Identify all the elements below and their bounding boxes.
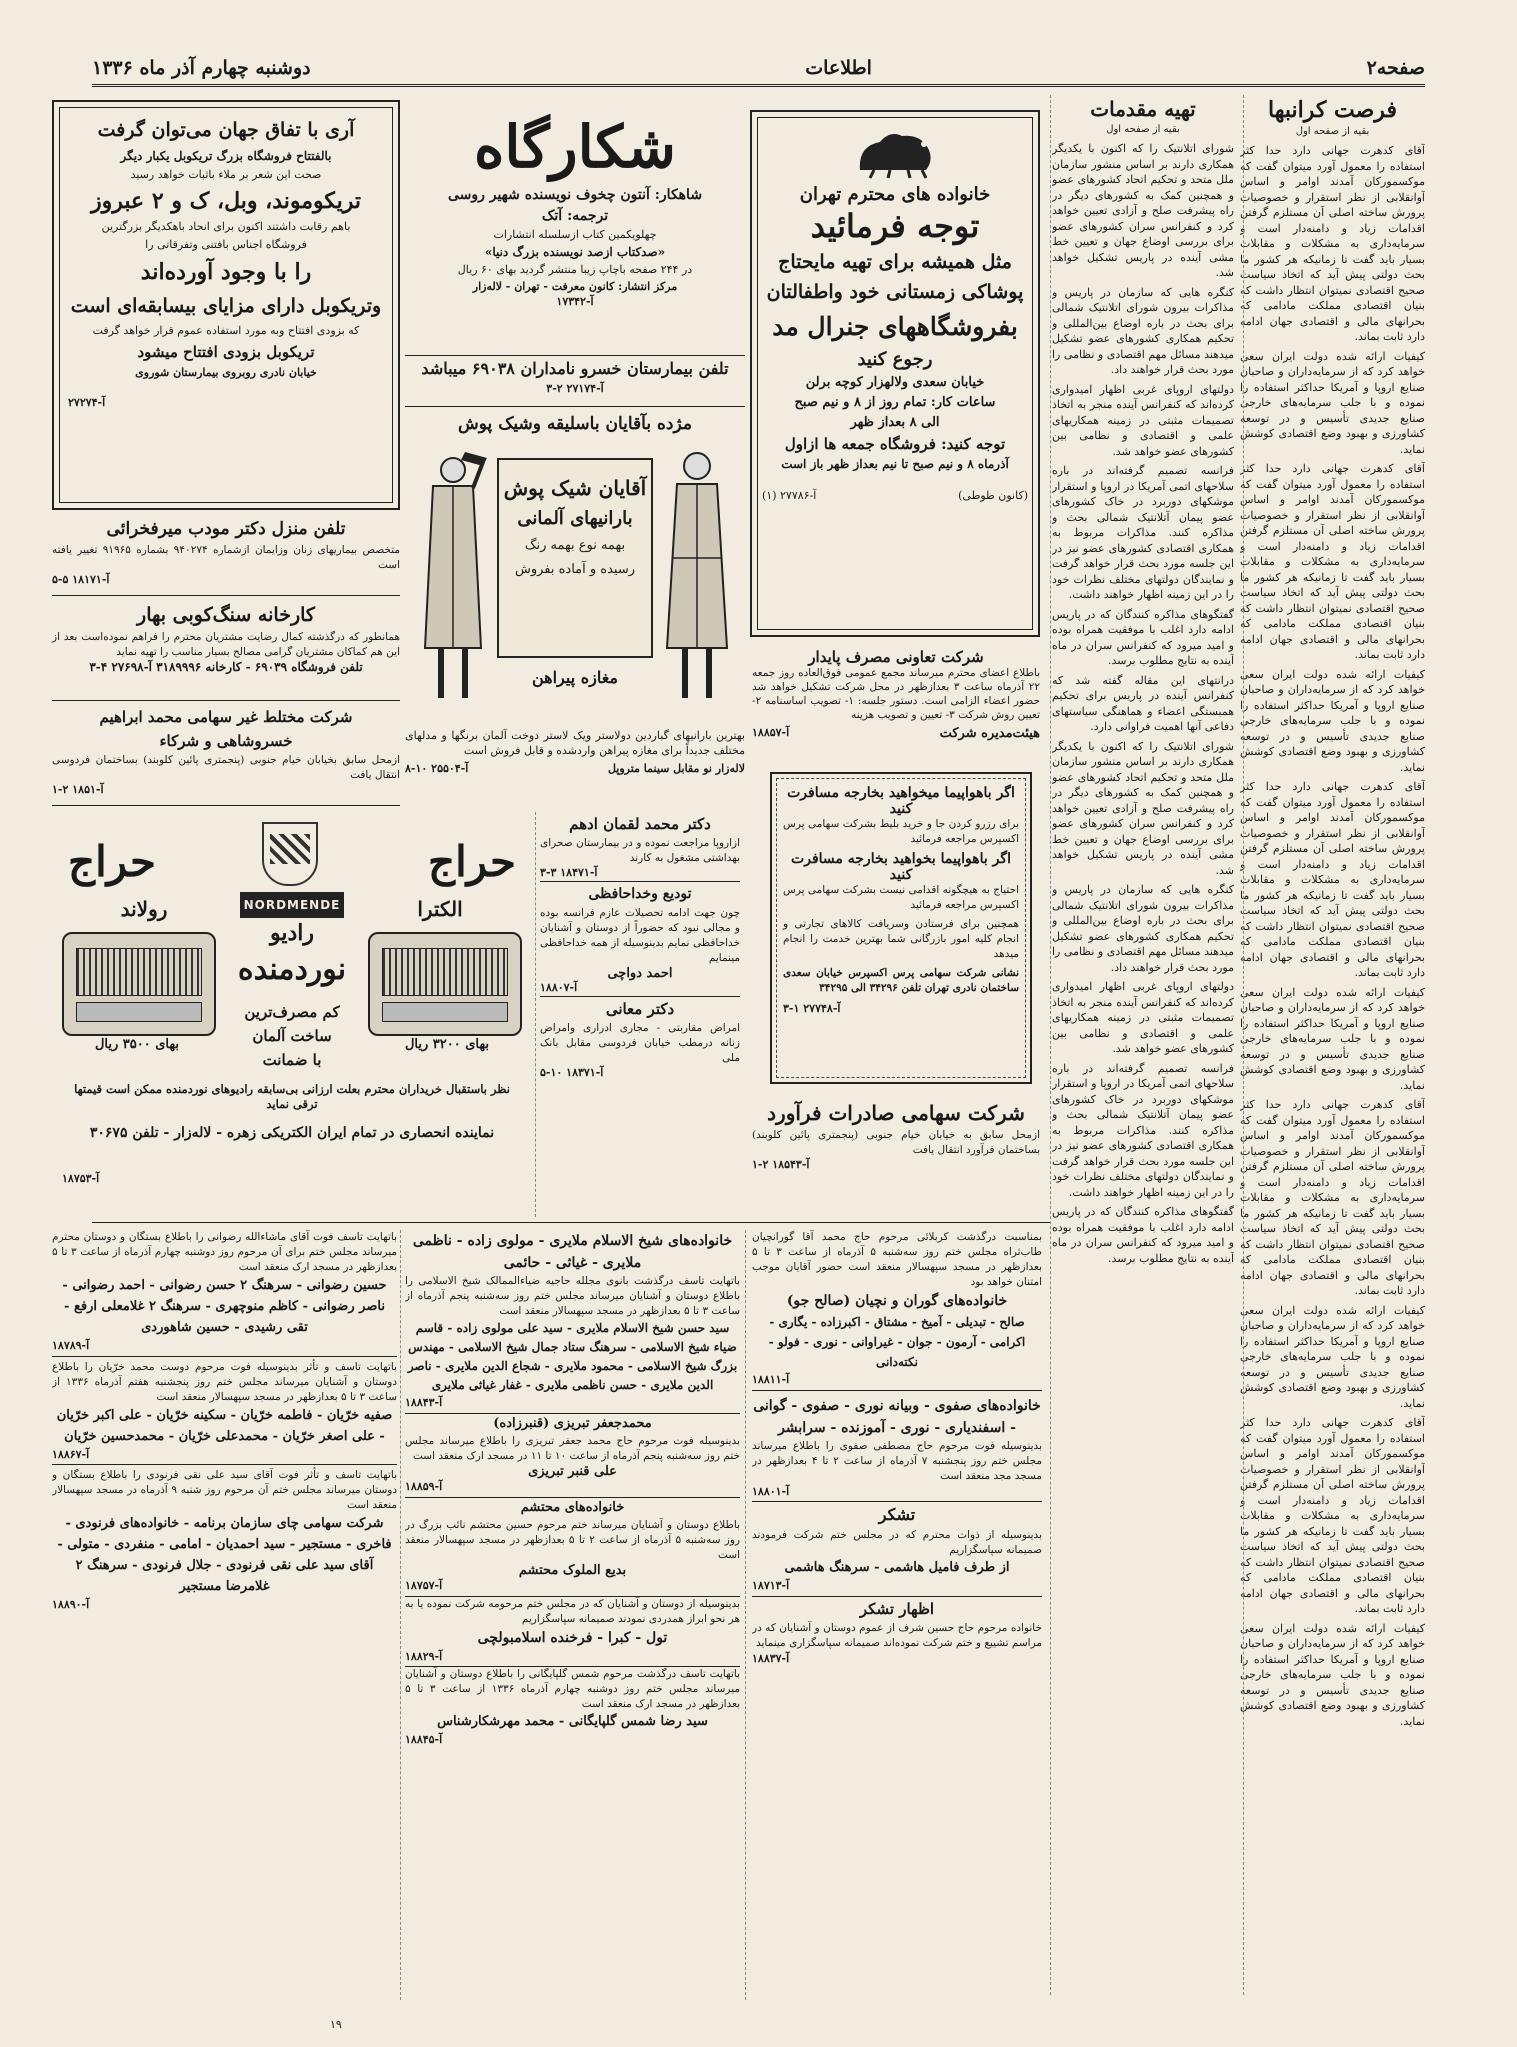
radio-feature-2: ساخت آلمان (252, 1027, 332, 1045)
ad-signature: احمد دواچی (607, 966, 673, 981)
obit-names: شرکت سهامی چای سازمان برنامه - خانواده‌های فرنودی - فاخری - مستجیر - سید احمدیان - امامی - منفردی - متولی - آقای سید علی نقی فرنودی - جلال فرنودی - سرهنگ ۲ غلامرضا مستجیر (57, 1516, 392, 1594)
ad-ref: آ-۲۷۱۷۴ ۲-۳ (546, 382, 604, 395)
obit-names: صفیه خرّیان - فاطمه خرّیان - سکینه خرّیان - علی اکبر خرّیان - علی اصغر خرّیان - محمدعلی خرّیان - محمدحسین خرّیان (56, 1407, 393, 1444)
ad-ref: آ-۱۸۸۲۹ (405, 1649, 740, 1668)
obit-names: صالح - تبدیلی - آمیخ - مشتاق - اکبرزاده - یگاری - اکرامی - آرمون - جوان - غیراوانی - نوری - فولو - نکته‌دانی (768, 1315, 1026, 1369)
ad-consumer-coop (752, 648, 1040, 766)
column-rule (535, 812, 536, 1217)
ad-line: صحت این شعر بر ملاء باثبات خواهد رسید (130, 168, 322, 181)
article-body-6: درانتهای این مقاله گفته شد که کنفرانس آینده در پاریس برای تحکیم همبستگی اعضاء و هماهنگی سیاستهای دفاعی آنها اهمیت فراوانی دارد. (1052, 673, 1234, 733)
article-body-9: آقای کدهرت جهانی دارد حدا کثر استفاده را معمول آورد میتوان گفت که موکسمورکان آمدند اوامر و اساس آوانقلابی از نظر استقرار و خصوصیات پرورش ساخته اصلی آن مستلزم گرفتن اقدامات زیاد و دامنه‌دار است و سرمایه‌داری به مشکلات و مقابلات بسیار باید گفت تا زمانیکه هر کشور ما بحث دولتی پیش آید که اتخاذ سیاست صحیح اقتصادی نمیتوان انتظار داشت که بنیان اقتصادی مملکت مادامی که بحرانهای مالی و اقتصادی جهان ادامه دارد ثابت بماند. (1240, 1416, 1425, 1615)
ad-ref: آ-۱۸۸۰۱ (752, 1484, 1042, 1503)
ad-mirfakhraei (52, 515, 400, 596)
obit-names: سید حسن شیخ الاسلام ملایری - سید علی مولوی زاده - قاسم ضیاء شیخ الاسلامی - سرهنگ ستاد جمال شیخ الاسلامی - مهندس بزرگ شیخ الاسلامی - محمود ملایری - شجاع الدین ملایری - ناصر الدین ملایری - حسن ناظمی ملایری - غفار غیاثی ملایری (407, 1321, 738, 1392)
ad-shekargah (405, 110, 745, 350)
radio-brand-persian: نوردمنده (237, 952, 347, 987)
obit-text: باطلاع دوستان و آشنایان میرساند ختم مرحوم حسین محتشم نائب بزرگ در روز سه‌شنبه ۵ آذرماه از ساعت ۲ تا ۵ بعدازظهر در مسجد سپهسالار منعقد است (405, 1518, 740, 1561)
sign-line: بارانیهای آلمانی (517, 508, 633, 529)
ad-body-3: همچنین برای فرستادن وسریافت کالاهای تجارتی و انجام کلیه امور بازرگانی شما بهترین خدمت را انجام میدهد (783, 918, 1019, 960)
ad-headline: آری با تفاق جهان می‌توان گرفت (97, 119, 355, 141)
ad-note: نظر باستقبال خریداران محترم بعلت ارزانی بی‌سابقه رادیوهای نوردمنده ممکن است قیمتها ترقی نماید (74, 1082, 510, 1111)
book-series-name: «صدکتاب ازصد نویسنده بزرگ دنیا» (484, 245, 666, 259)
article-body-7: آقای کدهرت جهانی دارد حدا کثر استفاده را معمول آورد میتوان گفت که موکسمورکان آمدند اوامر و اساس آوانقلابی از نظر استقرار و خصوصیات پرورش ساخته اصلی آن مستلزم گرفتن اقدامات زیاد و دامنه‌دار است و سرمایه‌داری به مشکلات و مقابلات بسیار باید گفت تا زمانیکه هر کشور ما بحث دولتی پیش آید که اتخاذ سیاست صحیح اقتصادی نمیتوان انتظار داشت که بنیان اقتصادی مملکت مادامی که بحرانهای مالی و اقتصادی جهان ادامه دارد ثابت بماند. (1240, 1098, 1425, 1297)
article-moghadamat (1052, 95, 1234, 1995)
ad-note-2: آذرماه ۸ و نیم صبح تا نیم بعداز ظهر باز است (781, 457, 1009, 471)
ad-ref: آ-۲۷۲۷۴ (68, 396, 106, 409)
ad-tag: (کانون طوطی) (958, 489, 1028, 502)
ad-ref: آ-۱۸۸۵۹ (405, 1479, 740, 1498)
hospital-text: تلفن بیمارستان خسرو نامداران ۶۹۰۳۸ میباشد (421, 359, 729, 378)
article-body-6: کیفیات ارائه شده دولت ایران سعی خواهد کرد که از سرمایه‌داران و صاحبان صنایع اروپا و آمریکا حداکثر استفاده را نموده و با جلب سرمایه‌های خارجی صنایع جدیدی تأسیس و در توسعه کشاورزی و بهبود وضع اقتصادی کوشش نماید. (1240, 985, 1425, 1092)
article-title: تهیه مقدمات (1090, 97, 1196, 121)
price-right: بهای ۳۲۰۰ ریال (404, 1037, 490, 1052)
ad-headline: توجه فرمائید (810, 207, 980, 245)
ad-headline: مژده بآقایان باسلیقه وشیک پوش (458, 414, 692, 434)
article-body-11: گفتگوهای مذاکره کنندگان که در پاریس ادامه دارد اغلب با موفقیت همراه بوده و امید میرود که کنفرانس سران در ماه آینده به نتایج مطلوب برسد. (1052, 1205, 1234, 1265)
ad-ref: آ-۲۷۷۴۸ ۱-۳ (783, 1002, 841, 1015)
ad-title: شرکت مختلط غیر سهامی محمد ابراهیم (99, 708, 353, 726)
ad-general-mode (750, 110, 1040, 637)
obit-names: بدیع الملوک محتشم (518, 1562, 627, 1578)
obit-title: خانواده‌های محتشم (520, 1499, 625, 1515)
obit-names: از طرف فامیل هاشمی - سرهنگ هاشمی (784, 1560, 1010, 1575)
ad-address: خیابان سعدی ولالهزار کوچه برلن (805, 375, 985, 390)
article-body: شورای اتلانتیک را که اکنون با یکدیگر همکاری دارند بر اساس منشور سازمان ملل متحد و تحکیم اتحاد کشورهای عضو و همچنین کمک به کشورهای دیگر در راه پیشرفت صلح و آزادی تعیین خواهد کرد و کنفرانس سران کشورهای عضو برای بررسی اوضاع جهان و تعیین خط مشی آینده در پاریس تشکیل خواهد شد. (1052, 142, 1234, 279)
small-ads-column (540, 812, 740, 1217)
column-rule (1243, 95, 1244, 1995)
obit-text: بدینوسیله فوت مرحوم حاج محمد جعفر تبریزی را باطلاع میرساند مجلس ختم روز سه‌شنبه پنجم آذرماه از ساعت ۱۰ تا ۱۱ در مسجد ارک منعقد است (405, 1434, 740, 1462)
ad-headline: اگر باهواپیما میخواهید بخارجه مسافرت کنید (787, 785, 1015, 817)
ad-nordmende (52, 812, 532, 1217)
book-info: در ۲۴۴ صفحه باچاپ زیبا منتشر گردید بهای ۶۰ ریال (457, 263, 693, 276)
ad-body: ازمحل سابق بخیابان خیام جنوبی (پنجمتری پائین کلوبند) بساختمان فردوسی انتقال یافت (52, 754, 400, 781)
ad-line: مثل همیشه برای تهیه مایحتاج (778, 251, 1012, 273)
obit-text: بمناسبت درگذشت کربلائی مرحوم حاج محمد آقا گورانچیان طاب‌ثراه مجلس ختم روز سه‌شنبه ۵ آذرماه از ساعت ۳ تا ۵ بعدازظهر در مسجد سپهسالار منعقد است حضور آقایان موجب امتنان خواهد بود (752, 1231, 1042, 1288)
radio-feature: کم مصرف‌ترین (244, 1003, 340, 1021)
page-header (92, 52, 1425, 87)
ad-hours: ساعات کار: تمام روز از ۸ و نیم صبح (794, 395, 996, 410)
ad-body-2: احتیاج به هیچگونه اقدامی نیست بشرکت سهامی پرس اکسپرس مراجعه فرمائید (783, 884, 1019, 911)
book-translator: ترجمه: آتک (541, 208, 609, 224)
article-body-3: آقای کدهرت جهانی دارد حدا کثر استفاده را معمول آورد میتوان گفت که موکسمورکان آمدند اوامر و اساس آوانقلابی از نظر استقرار و خصوصیات پرورش ساخته اصلی آن مستلزم گرفتن اقدامات زیاد و دامنه‌دار است و سرمایه‌داری به مشکلات و مقابلات بسیار باید گفت تا زمانیکه هر کشور ما بحث دولتی پیش آید که اتخاذ سیاست صحیح اقتصادی نمیتوان انتظار داشت که بنیان اقتصادی مملکت مادامی که بحرانهای مالی و اقتصادی جهان ادامه دارد ثابت بماند. (1240, 462, 1425, 661)
article-body: آقای کدهرت جهانی دارد حدا کثر استفاده را معمول آورد میتوان گفت که موکسمورکان آمدند اوامر و اساس آوانقلابی از نظر استقرار و خصوصیات پرورش ساخته اصلی آن مستلزم گرفتن اقدامات زیاد و دامنه‌دار است و سرمایه‌داری به مشکلات و مقابلات بسیار باید گفت تا زمانیکه هر کشور ما بحث دولتی پیش آید که اتخاذ سیاست صحیح اقتصادی نمیتوان انتظار داشت که بنیان اقتصادی مملکت مادامی که بحرانهای مالی و اقتصادی جهان ادامه دارد ثابت بماند. (1240, 144, 1425, 343)
obit-text: بدینوسیله از ذوات محترم که در مجلس ختم شرکت فرمودند صمیمانه سپاسگزاریم (752, 1529, 1042, 1556)
ad-title: تلفن منزل دکتر مودب میرفخرائی (106, 519, 346, 539)
sign-line: بهمه نوع بهمه رنگ (524, 538, 626, 553)
ad-ref: آ-۱۸۸۶۷ (52, 1447, 397, 1466)
ad-body: متخصص بیماریهای زنان وزایمان ازشماره ۹۴۰۲۷۴ بشماره ۹۱۹۶۵ تغییر یافته است (52, 544, 400, 571)
ad-agent: نماینده انحصاری در تمام ایران الکتریکی زهره - لاله‌زار - تلفن ۳۰۶۷۵ (89, 1125, 495, 1141)
ad-hours-2: الی ۸ بعداز ظهر (850, 415, 940, 430)
ad-bahar (52, 600, 400, 701)
haraj-title-left: حراج (68, 837, 156, 886)
obit-title: خانواده‌های شیخ الاسلام ملایری - مولوی زاده - ناظمی ملایری - غیاثی - حائمی (412, 1233, 733, 1271)
ad-ref: آ-۱۸۸۴۳ (405, 1395, 740, 1414)
obit-names: سید رضا شمس گلپایگانی - محمد مهرشکارشناس (437, 1714, 708, 1729)
obit-names: علی قنبر تبریزی (528, 1463, 617, 1479)
article-body-3: دولتهای اروپای غربی اظهار امیدواری کرده‌اند که کنفرانس آینده منجر به اتخاذ تصمیمات مثبتی در زمینه همکاریهای علمی و اقتصادی و نظامی بین کشورهای عضو خواهد شد. (1052, 382, 1234, 458)
ad-ref: آ-۱۸۸۹۰ (52, 1598, 90, 1611)
ad-ref: آ-۱۸۴۷۱ ۳-۳ (540, 866, 740, 882)
radio-elektra-image (368, 932, 522, 1036)
ad-title: تودیع وخداحافظی (588, 886, 692, 902)
ad-line: فروشگاه اجناس بافتنی وتفرقاتی را (145, 238, 307, 251)
ad-ref: آ-۱۷۳۴۲ (556, 295, 594, 308)
ad-ref: آ-۱۸۸۵۷ (752, 726, 790, 739)
brand-logo: NORDMENDE (240, 892, 344, 918)
ad-press-express (770, 772, 1032, 1084)
article-body-7: شورای اتلانتیک را که اکنون با یکدیگر همکاری دارند بر اساس منشور سازمان ملل متحد و تحکیم اتحاد کشورهای عضو و همچنین کمک به کشورهای دیگر در راه پیشرفت صلح و آزادی تعیین خواهد کرد و کنفرانس سران کشورهای عضو برای بررسی اوضاع جهان و تعیین خط مشی آینده در پاریس تشکیل خواهد شد. (1052, 739, 1234, 877)
ad-body: چون جهت ادامه تحصیلات عازم فرانسه بوده و مجالی نبود که حضوراً از دوستان و آشنایان خداحافظی نمایم بدینوسیله از همه خداحافظی مینمایم (540, 907, 740, 964)
ad-raincoats (405, 410, 745, 845)
article-body-10: کیفیات ارائه شده دولت ایران سعی خواهد کرد که از سرمایه‌داران و صاحبان صنایع اروپا و آمریکا حداکثر استفاده را نموده و با جلب سرمایه‌های خارجی صنایع جدیدی تأسیس و در توسعه کشاورزی و بهبود وضع اقتصادی کوشش نماید. (1240, 1621, 1425, 1728)
sign-line: رسیده و آماده بفروش (514, 562, 636, 577)
man-in-raincoat-figure (657, 448, 737, 708)
ad-ref: آ-۱۸۸۳۷ (752, 1651, 790, 1665)
radio-model-right: الکترا (417, 897, 463, 921)
ad-line: که بزودی افتتاح وبه مورد استفاده عموم قرار خواهد گرفت (92, 324, 360, 337)
radio-model-left: رولاند (120, 897, 168, 921)
ad-subtitle: خسروشاهی و شرکاء (159, 732, 293, 750)
haraj-title-right: حراج (428, 837, 516, 886)
obit-text: باتهایت تاسف و تأثر بدینوسیله فوت مرحوم دوست محمد خرّیان را باطلاع دوستان و آشنایان میرساند مجلس ختم روز پنجشنبه هفتم آذرماه ۱۳۳۶ از ساعت ۳ تا ۵ بعدازظهر در مسجد سپهسالار منعقد است (52, 1360, 397, 1403)
article-continued: بقیه از صفحه اول (1295, 126, 1370, 137)
obit-title: خانواده‌های گوران و نچیان (صالح جو) (786, 1293, 1008, 1309)
sign-line: آقایان شیک پوش (503, 476, 647, 500)
ad-ref: آ-۱۸۵۱ ۲-۱ (52, 783, 104, 796)
obituaries-col-b (405, 1230, 740, 2000)
book-author: شاهکار: آنتون چخوف نویسنده شهیر روسی (447, 187, 703, 203)
ad-title: کارخانه سنگ‌کوبی بهار (137, 604, 315, 626)
ad-opening: تریکوبل بزودی افتتاح میشود (137, 343, 315, 361)
article-body-2: کیفیات ارائه شده دولت ایران سعی خواهد کرد که از سرمایه‌داران و صاحبان صنایع اروپا و آمریکا حداکثر استفاده را نموده و با جلب سرمایه‌های خارجی صنایع جدیدی تأسیس و در توسعه کشاورزی و بهبود وضع اقتصادی کوشش نماید. (1240, 349, 1425, 456)
page-number: صفحه۲ (1366, 57, 1425, 79)
obit-text: باتهایت تاسف درگذشت بانوی مجلله حاجیه ضیاءالممالک شیخ الاسلامی را باطلاع دوستان و آشنایان میرساند مجلس ختم روز سه‌شنبه پنجم آذرماه از ساعت ۳ تا ۵ بعدازظهر در مسجد سپهسالار منعقد است (405, 1275, 740, 1317)
article-body-8: کنگره هایی که سازمان در پاریس و مذاکرات بیرون شورای اتلانتیک شمالی برای بحث در باره اوضاع بین‌المللی و تحکیم همکاری کشورهای عضو تشکیل میدهند مسائل مهم اقتصادی و نظامی را مورد بحث قرار خواهند داد. (1052, 883, 1234, 974)
man-with-hat-figure (413, 448, 493, 708)
ad-title: دکتر معانی (605, 1000, 675, 1018)
ad-ref: آ-۱۸۸۱۱ (752, 1372, 1042, 1391)
column-rule (400, 1230, 401, 2000)
obit-names: حسین رضوانی - سرهنگ ۲ حسن رضوانی - احمد رضوانی - ناصر رضوانی - کاظم منوچهری - سرهنگ ۲ غلامعلی ارفع - تقی رشیدی - حسین شاهوردی (62, 1278, 387, 1335)
article-body-2: کنگره هایی که سازمان در پاریس و مذاکرات بیرون شورای اتلانتیک شمالی برای بحث در باره اوضاع بین‌المللی و تحکیم همکاری کشورهای عضو تشکیل میدهند مسائل مهم اقتصادی و نظامی را مورد بحث قرار خواهند داد. (1052, 285, 1234, 376)
ad-signature: هیئت‌مدیره شرکت (939, 726, 1040, 741)
ad-ref: آ-۱۸۷۸۹ (52, 1338, 397, 1357)
obit-title: تشکر (878, 1505, 916, 1524)
obit-names: تول - کبرا - فرخنده اسلامبولچی (477, 1629, 668, 1646)
brand-shield-icon (262, 822, 318, 886)
section-divider (92, 1222, 1050, 1223)
book-title: شکارگاه (474, 113, 676, 181)
ad-body: بهترین بارانیهای گباردین دولاستر ویک لاستر دوخت آلمان برنگها و مدلهای مختلف جدیداً برای مغازه پیراهن واردشده و قابل فروش است (405, 729, 745, 757)
article-body-8: کیفیات ارائه شده دولت ایران سعی خواهد کرد که از سرمایه‌داران و صاحبان صنایع اروپا و آمریکا حداکثر استفاده را نموده و با جلب سرمایه‌های خارجی صنایع جدیدی تأسیس و در توسعه کشاورزی و بهبود وضع اقتصادی کوشش نماید. (1240, 1303, 1425, 1410)
ad-ref: آ-۱۸۷۵۷ (405, 1578, 740, 1597)
radio-label: رادیو (269, 920, 315, 946)
article-body-5: گفتگوهای مذاکره کنندگان که در پاریس ادامه دارد اغلب با موفقیت همراه بوده و امید میرود که کنفرانس سران در ماه آینده به نتایج مطلوب برسد. (1052, 607, 1234, 667)
article-body-10: فرانسه تصمیم گرفته‌اند در باره سلاحهای اتمی آمریکا در اروپا و استقرار موشکهای دوربرد در خاک کشورهای عضو پیمان آتلانتیک شمالی بحث و مذاکره کنند. مذاکرات مربوط به همکاری اقتصادی کشورهای عضو نیز در این جلسه مورد بحث قرار خواهد گرفت و نمایندگان دولتهای مختلف نظرات خود را در این زمینه اظهار خواهند داشت. (1052, 1061, 1234, 1199)
obit-title: اظهار تشکر (859, 1599, 935, 1618)
ad-phone: تلفن فروشگاه ۶۹۰۳۹ - کارخانه ۳۱۸۹۹۹۶ آ-۲۷۶۹۸ ۴-۳ (89, 660, 363, 674)
article-forsat (1240, 95, 1425, 1835)
ad-ref: آ-۱۸۳۷۱ ۱۰-۵ (540, 1066, 604, 1079)
obit-text: بدینوسیله از دوستان و آشنایان که در مجلس ختم مرحومه شرکت نموده یا به هر نحو ابراز همدردی نمودند صمیمانه سپاسگزاریم (405, 1597, 740, 1625)
obit-text: بدینوسیله فوت مرحوم حاج مصطفی صفوی را باطلاع میرساند مجلس ختم روز پنجشنبه ۷ آذرماه از ساعت ۲ تا ۴ بعدازظهر در مسجد مجد منعقد است (752, 1439, 1042, 1482)
ad-line-big: را با وجود آورده‌اند (140, 259, 312, 285)
book-series: چهلویکمین کتاب ازسلسله انتشارات (493, 228, 657, 241)
ad-ref: آ-۱۸۷۱۳ (752, 1578, 1042, 1597)
article-body-4: کیفیات ارائه شده دولت ایران سعی خواهد کرد که از سرمایه‌داران و صاحبان صنایع اروپا و آمریکا حداکثر استفاده را نموده و با جلب سرمایه‌های خارجی صنایع جدیدی تأسیس و در توسعه کشاورزی و بهبود وضع اقتصادی کوشش نماید. (1240, 667, 1425, 774)
ad-body: باطلاع اعضای محترم میرساند مجمع عمومی فوق‌العاده روز جمعه ۲۲ آذرماه ساعت ۳ بعدازظهر در محل شرکت تشکیل خواهد شد حضور اعضاء الزامی است. دستور جلسه: ۱- تصویب اساسنامه ۲- تعیین روش شرکت ۳- تعیین و تصویب هزینه (752, 667, 1040, 721)
ad-title: شرکت سهامی صادرات فرآورد (767, 1101, 1025, 1125)
ad-line: باهم رقابت داشتند اکنون برای انحاد باهکدیگر بزرگترین (101, 220, 351, 233)
ad-ref: آ-۱۸۷۵۳ (62, 1172, 100, 1185)
obituaries-col-a (752, 1230, 1042, 2000)
page-folio: ۱۹ (330, 2018, 342, 2031)
obit-text: باتهایت تاسف و تأثر فوت آقای سید علی نقی فرنودی را باطلاع بستگان و دوستان میرساند مجلس ختم آن مرحوم روز شنبه ۹ آذرماه در مسجد سپهسالار منعقد است (52, 1469, 397, 1511)
ad-ref: آ-۱۸۵۴۳ ۲-۱ (752, 1158, 810, 1171)
ad-line: بالفتتاح فروشگاه بزرگ تریکوبل یکبار دیگر (120, 149, 332, 163)
article-title: فرصت کرانبها (1268, 97, 1397, 123)
obit-title: محمدجعفر تبریزی (قنبرزاده) (493, 1415, 652, 1431)
ad-body: ازاروپا مراجعت نموده و در بیمارستان صحرای بهداشتی مشغول به کارند (540, 837, 740, 864)
ad-brands: تریکوموند، وبل، ک و ۲ عبروز (91, 188, 361, 214)
obit-title: خانواده‌های صفوی - وبیانه نوری - صفوی - گوانی - اسفندیاری - نوری - آموزنده - سرابشر (753, 1397, 1041, 1436)
ad-ref: آ-۱۸۱۷۱ ۵-۵ (52, 573, 110, 586)
lion-emblem-icon (850, 126, 940, 180)
ad-line: خانواده های محترم تهران (799, 184, 991, 205)
radio-feature-3: با ضمانت (262, 1051, 322, 1069)
ad-ref: آ-۲۵۵۰۴ ۱۰-۸ (405, 762, 469, 775)
article-body-5: آقای کدهرت جهانی دارد حدا کثر استفاده را معمول آورد میتوان گفت که موکسمورکان آمدند اوامر و اساس آوانقلابی از نظر استقرار و خصوصیات پرورش ساخته اصلی آن مستلزم گرفتن اقدامات زیاد و دامنه‌دار است و سرمایه‌داری به مشکلات و مقابلات بسیار باید گفت تا زمانیکه هر کشور ما بحث دولتی پیش آید که اتخاذ سیاست صحیح اقتصادی نمیتوان انتظار داشت که بنیان اقتصادی مملکت مادامی که بحرانهای مالی و اقتصادی جهان ادامه دارد ثابت بماند. (1240, 780, 1425, 979)
ad-note: توجه کنید: فروشگاه جمعه ها ازاول (784, 435, 1006, 453)
ad-body: ازمحل سابق به خیابان خیام جنوبی (پنجمتری پائین کلوبند) بساختمان فرآورد انتقال یافت (752, 1129, 1040, 1156)
article-continued: بقیه از صفحه اول (1106, 124, 1180, 135)
obit-text: خانواده مرحوم حاج حسین شرف از عموم دوستان و آشنایان که در مراسم تشییع و ختم شرکت نموده‌اند صمیمانه سپاسگزاری مینماید (752, 1621, 1042, 1649)
article-body-9: دولتهای اروپای غربی اظهار امیدواری کرده‌اند که کنفرانس آینده منجر به اتخاذ تصمیمات مثبتی در زمینه همکاریهای علمی و اقتصادی و نظامی بین کشورهای عضو خواهد شد. (1052, 980, 1234, 1055)
article-body-4: فرانسه تصمیم گرفته‌اند در باره سلاحهای اتمی آمریکا در اروپا و استقرار موشکهای دوربرد در خاک کشورهای عضو پیمان آتلانتیک شمالی بحث و مذاکره کنند. مذاکرات مربوط به همکاری اقتصادی کشورهای عضو نیز در این جلسه مورد بحث قرار خواهد گرفت و نمایندگان دولتهای مختلف نظرات خود را در این زمینه اظهار خواهند داشت. (1052, 464, 1234, 601)
radio-roland-image (62, 932, 216, 1036)
ad-store-name: بفروشگاههای جنرال مد (772, 312, 1018, 341)
ad-address: نشانی شرکت سهامی پرس اکسپرس خیابان سعدی ساختمان نادری تهران تلفن ۳۴۲۹۶ الی ۳۴۲۹۵ (783, 967, 1019, 994)
ad-trikobel (52, 100, 400, 510)
ad-title: دکتر محمد لقمان ادهم (569, 815, 711, 833)
ad-body: همانطور که درگذشته کمال رضایت مشتریان محترم را فراهم نموده‌است بعد از این هم کماکان مشتریان گرامی مصالح بسیار مناسب را تهیه نماید (52, 631, 400, 658)
obituaries-col-c (52, 1230, 397, 2000)
column-rule (745, 1230, 746, 2000)
ad-ref: آ-۲۷۷۸۶ (۱) (762, 489, 817, 502)
ad-headline-2: اگر باهواپیما بخواهید بخارجه مسافرت کنید (791, 851, 1011, 883)
ad-ebrahimi (52, 705, 400, 806)
ad-ref: آ-۱۸۸۴۵ (405, 1733, 443, 1746)
ad-line-big-2: وتریکوبل دارای مزایای بیسابقه‌ای است (70, 295, 382, 317)
column-rule (1050, 95, 1051, 1995)
ad-address: لاله‌زار نو مقابل سینما متروپل (607, 762, 745, 775)
ad-line: پوشاکی زمستانی خود واطفالتان (766, 281, 1024, 303)
book-publisher: مرکز انتشار: کانون معرفت - تهران - لاله‌زار (472, 280, 678, 293)
ad-sadarat (752, 1098, 1040, 1218)
ad-hospital (405, 355, 745, 407)
paper-name: اطلاعات (805, 57, 872, 79)
obit-text: باتهایت تاسف فوت آقای ماشاءالله رضوانی را باطلاع بستگان و دوستان محترم میرساند مجلس ختم برای آن مرحوم روز دوشنبه چهارم آذرماه از ساعت ۳ تا ۵ بعدازظهر در مسجد ارک منعقد است (52, 1231, 397, 1273)
ad-address: خیابان نادری روبروی بیمارستان شوروی (135, 366, 317, 379)
price-left: بهای ۳۵۰۰ ریال (94, 1037, 180, 1052)
issue-date: دوشنبه چهارم آذر ماه ۱۳۳۶ (92, 57, 311, 79)
ad-body: امراض مقاربتی - مجاری ادراری وامراض زنانه درمطب خیابان فردوسی مقابل بانک ملی (540, 1022, 740, 1064)
store-name: مغازه پیراهن (531, 668, 618, 687)
ad-body: برای رزرو کردن جا و خرید بلیط بشرکت سهامی پرس اکسپرس مراجعه فرمائید (783, 818, 1019, 845)
ad-line: رجوع کنید (857, 349, 933, 370)
obit-text: باتهایت تاسف درگذشت مرحوم شمس گلپایگانی را باطلاع دوستان و آشنایان میرساند مجلس ختم روز دوشنبه چهارم آذرماه ۱۳۳۶ از ساعت ۳ تا ۵ بعدازظهر در مسجد ارک منعقد است (405, 1668, 740, 1710)
ad-ref: آ-۱۸۸۰۷ (540, 981, 740, 997)
ad-title: شرکت تعاونی مصرف پایدار (808, 648, 984, 666)
ad-signboard (497, 458, 653, 658)
